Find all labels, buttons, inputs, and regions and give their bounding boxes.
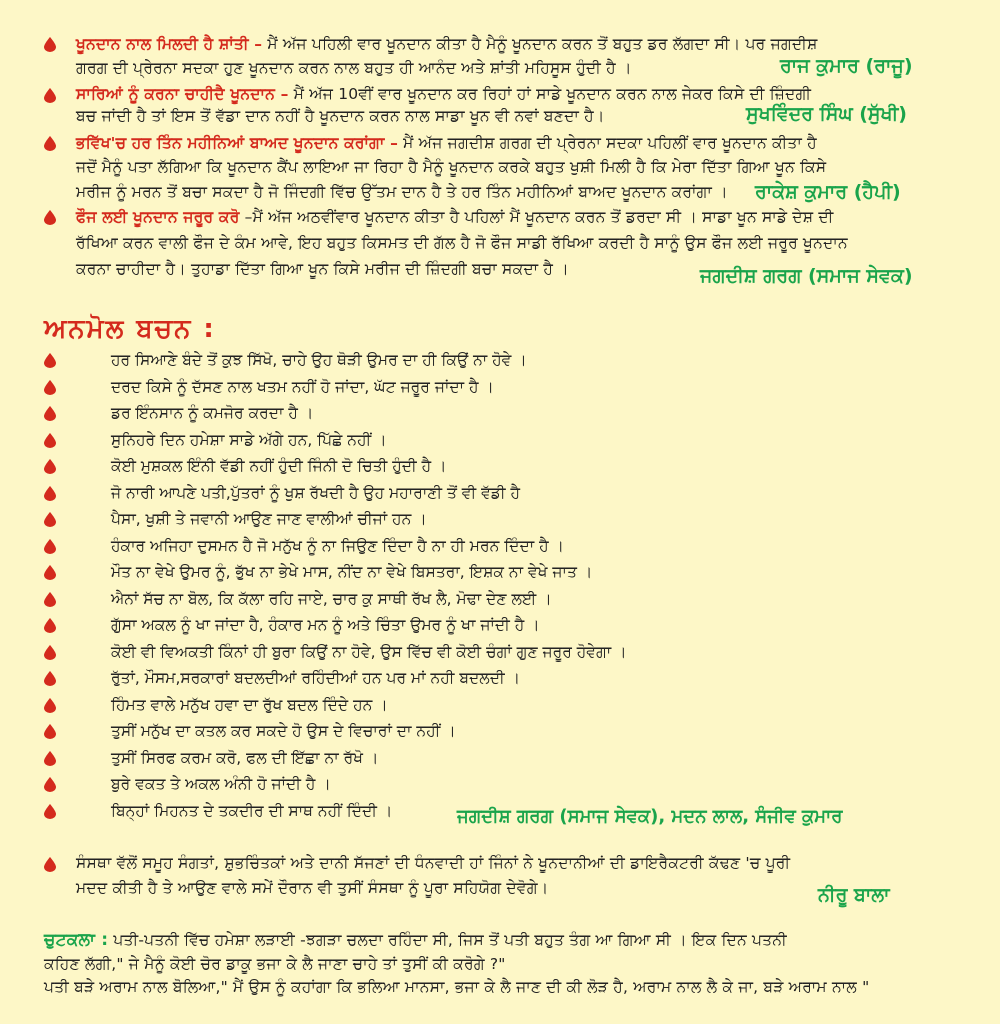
quote-item: ਮੌਤ ਨਾ ਵੇਖੇ ਉਮਰ ਨੂੰ, ਭੁੱਖ ਨਾ ਭੇਖੇ ਮਾਸ, ਨੀਂਦ ਨਾ ਵੇਖੇ ਬਿਸਤਰਾ, ਇਸ਼ਕ ਨਾ ਵੇਖੇ ਜਾਤ । [111, 563, 593, 581]
thanks-signature: ਨੀਰੂ ਬਾਲਾ [818, 884, 890, 906]
quotes-signature: ਜਗਦੀਸ਼ ਗਰਗ (ਸਮਾਜ ਸੇਵਕ), ਮਦਨ ਲਾਲ, ਸੰਜੀਵ ਕੁਮਾਰ [457, 806, 843, 827]
quote-item: ਹਰ ਸਿਆਣੇ ਬੰਦੇ ਤੋਂ ਕੁਝ ਸਿੱਖੋ, ਚਾਹੇ ਉਹ ਥੋੜੀ ਉਮਰ ਦਾ ਹੀ ਕਿਉਂ ਨਾ ਹੋਵੇ । [111, 351, 527, 369]
quote-item: ਹਿੰਮਤ ਵਾਲੇ ਮਨੁੱਖ ਹਵਾ ਦਾ ਰੁੱਖ ਬਦਲ ਦਿੰਦੇ ਹਨ । [111, 696, 388, 714]
blood-drop-icon [44, 512, 56, 527]
quote-item: ਪੈਸਾ, ਖੁਸ਼ੀ ਤੇ ਜਵਾਨੀ ਆਉਣ ਜਾਣ ਵਾਲੀਆਂ ਚੀਜਾਂ ਹਨ । [111, 510, 427, 528]
joke-line-2: ਕਹਿਣ ਲੱਗੀ," ਜੇ ਮੈਨੂੰ ਕੋਈ ਚੋਰ ਡਾਕੂ ਭਜਾ ਕੇ ਲੈ ਜਾਣਾ ਚਾਹੇ ਤਾਂ ਤੁਸੀਂ ਕੀ ਕਰੋਗੇ ?" [44, 955, 506, 973]
blood-drop-icon [44, 698, 56, 713]
quote-item: ਸੁਨਿਹਰੇ ਦਿਨ ਹਮੇਸ਼ਾ ਸਾਡੇ ਅੱਗੇ ਹਨ, ਪਿੱਛੇ ਨਹੀਂ । [111, 431, 387, 449]
quote-item: ਡਰ ਇੰਨਸਾਨ ਨੂੰ ਕਮਜੋਰ ਕਰਦਾ ਹੈ । [111, 404, 314, 422]
blood-drop-icon [44, 136, 56, 151]
quote-item: ਬਿਨ੍ਹਾਂ ਮਿਹਨਤ ਦੇ ਤਕਦੀਰ ਦੀ ਸਾਥ ਨਹੀਂ ਦਿੰਦੀ । [111, 802, 393, 820]
quote-item: ਕੋਈ ਮੁਸ਼ਕਲ ਇੰਨੀ ਵੱਡੀ ਨਹੀਂ ਹੁੰਦੀ ਜਿੰਨੀ ਦੋ ਚਿਤੀ ਹੁੰਦੀ ਹੈ । [111, 457, 447, 475]
blood-drop-icon [44, 88, 56, 103]
testimonial-4-signature: ਜਗਦੀਸ਼ ਗਰਗ (ਸਮਾਜ ਸੇਵਕ) [700, 265, 913, 287]
thanks-line-1: ਸੰਸਥਾ ਵੱਲੋਂ ਸਮੂਹ ਸੰਗਤਾਂ, ਸ਼ੁਭਚਿੰਤਕਾਂ ਅਤੇ ਦਾਨੀ ਸੱਜਣਾਂ ਦੀ ਧੰਨਵਾਦੀ ਹਾਂ ਜਿੰਨਾਂ ਨੇ ਖੂਨਦਾਨੀਆਂ ਦੀ ਡਾਇਰੈਕਟਰੀ ਕੱਢਣ 'ਚ ਪੂਰੀ [76, 854, 791, 872]
joke-label: ਚੁਟਕਲਾ : [44, 930, 109, 950]
testimonial-1-line-2: ਗਰਗ ਦੀ ਪ੍ਰੇਰਨਾ ਸਦਕਾ ਹੁਣ ਖੂਨਦਾਨ ਕਰਨ ਨਾਲ ਬਹੁਤ ਹੀ ਆਨੰਦ ਅਤੇ ਸ਼ਾਂਤੀ ਮਹਿਸੂਸ ਹੁੰਦੀ ਹੈ । [76, 59, 632, 77]
blood-drop-icon [44, 777, 56, 792]
testimonial-1-signature: ਰਾਜ ਕੁਮਾਰ (ਰਾਜੂ) [780, 55, 913, 77]
quote-item: ਰੁੱਤਾਂ, ਮੌਸਮ,ਸਰਕਾਰਾਂ ਬਦਲਦੀਆਂ ਰਹਿੰਦੀਆਂ ਹਨ ਪਰ ਮਾਂ ਨਹੀ ਬਦਲਦੀ । [111, 669, 521, 687]
testimonial-3-signature: ਰਾਕੇਸ਼ ਕੁਮਾਰ (ਹੈਪੀ) [755, 181, 901, 203]
testimonial-3-title: ਭਵਿੱਖ'ਚ ਹਰ ਤਿੰਨ ਮਹੀਨਿਆਂ ਬਾਅਦ ਖੂਨਦਾਨ ਕਰਾਂਗਾ – [76, 134, 399, 152]
testimonial-1-line-1: ਖੂਨਦਾਨ ਨਾਲ ਮਿਲਦੀ ਹੈ ਸ਼ਾਂਤੀ – ਮੈਂ ਅੱਜ ਪਹਿਲੀ ਵਾਰ ਖੂਨਦਾਨ ਕੀਤਾ ਹੈ ਮੈਨੂੰ ਖੂਨਦਾਨ ਕਰਨ ਤੋਂ ਬਹੁਤ ਡਰ ਲੱਗਦਾ ਸੀ। ਪਰ ਜਗਦੀਸ਼ [76, 35, 818, 53]
joke-line-3: ਪਤੀ ਬੜੇ ਅਰਾਮ ਨਾਲ ਬੋਲਿਆ," ਮੈਂ ਉਸ ਨੂੰ ਕਹਾਂਗਾ ਕਿ ਭਲਿਆ ਮਾਨਸਾ, ਭਜਾ ਕੇ ਲੈ ਜਾਣ ਦੀ ਕੀ ਲੋੜ ਹੈ, ਅਰਾਮ ਨਾਲ ਲੈ ਕੇ ਜਾ, ਬੜੇ ਅਰਾਮ ਨਾਲ " [44, 978, 870, 996]
blood-drop-icon [44, 857, 56, 872]
joke-line-1: ਚੁਟਕਲਾ : ਪਤੀ-ਪਤਨੀ ਵਿੱਚ ਹਮੇਸ਼ਾ ਲੜਾਈ -ਝਗੜਾ ਚਲਦਾ ਰਹਿੰਦਾ ਸੀ, ਜਿਸ ਤੋਂ ਪਤੀ ਬਹੁਤ ਤੰਗ ਆ ਗਿਆ ਸੀ । ਇਕ ਦਿਨ ਪਤਨੀ [44, 930, 787, 950]
quote-item: ਬੁਰੇ ਵਕਤ ਤੇ ਅਕਲ ਅੰਨੀ ਹੋ ਜਾਂਦੀ ਹੈ । [111, 775, 331, 793]
blood-drop-icon [44, 804, 56, 819]
quote-item: ਤੁਸੀਂ ਮਨੁੱਖ ਦਾ ਕਤਲ ਕਰ ਸਕਦੇ ਹੋ ਉਸ ਦੇ ਵਿਚਾਰਾਂ ਦਾ ਨਹੀਂ । [111, 722, 456, 740]
testimonial-4-line-2: ਰੱਖਿਆ ਕਰਨ ਵਾਲੀ ਫੌਜ ਦੇ ਕੰਮ ਆਵੇ, ਇਹ ਬਹੁਤ ਕਿਸਮਤ ਦੀ ਗੱਲ ਹੈ ਜੋ ਫੌਜ ਸਾਡੀ ਰੱਖਿਆ ਕਰਦੀ ਹੈ ਸਾਨੂੰ ਉਸ ਫੌਜ ਲਈ ਜਰੂਰ ਖੂਨਦਾਨ [76, 234, 848, 252]
quote-item: ਐਨਾਂ ਸੱਚ ਨਾ ਬੋਲ, ਕਿ ਕੱਲਾ ਰਹਿ ਜਾਏ, ਚਾਰ ਕੁ ਸਾਥੀ ਰੱਖ ਲੈ, ਮੋਢਾ ਦੇਣ ਲਈ । [111, 590, 552, 608]
blood-drop-icon [44, 486, 56, 501]
blood-drop-icon [44, 37, 56, 52]
thanks-line-2: ਮਦਦ ਕੀਤੀ ਹੈ ਤੇ ਆਉਣ ਵਾਲੇ ਸਮੇਂ ਦੌਰਾਨ ਵੀ ਤੁਸੀਂ ਸੰਸਥਾ ਨੂੰ ਪੂਰਾ ਸਹਿਯੋਗ ਦੇਵੋਗੇ। [76, 879, 549, 897]
blood-drop-icon [44, 406, 56, 421]
testimonial-3-line-3: ਮਰੀਜ ਨੂੰ ਮਰਨ ਤੋਂ ਬਚਾ ਸਕਦਾ ਹੈ ਜੋ ਜਿੰਦਗੀ ਵਿੱਚ ਉੱਤਮ ਦਾਨ ਹੈ ਤੇ ਹਰ ਤਿੰਨ ਮਹੀਨਿਆਂ ਬਾਅਦ ਖੂਨਦਾਨ ਕਰਾਂਗਾ । [76, 183, 728, 201]
quote-item: ਦਰਦ ਕਿਸੇ ਨੂੰ ਦੱਸਣ ਨਾਲ ਖਤਮ ਨਹੀਂ ਹੋ ਜਾਂਦਾ, ਘੱਟ ਜਰੂਰ ਜਾਂਦਾ ਹੈ । [111, 378, 494, 396]
blood-drop-icon [44, 459, 56, 474]
testimonial-1-title: ਖੂਨਦਾਨ ਨਾਲ ਮਿਲਦੀ ਹੈ ਸ਼ਾਂਤੀ – [76, 35, 263, 53]
quote-item: ਜੋ ਨਾਰੀ ਆਪਣੇ ਪਤੀ,ਪੁੱਤਰਾਂ ਨੂੰ ਖੁਸ਼ ਰੱਖਦੀ ਹੈ ਉਹ ਮਹਾਰਾਣੀ ਤੋਂ ਵੀ ਵੱਡੀ ਹੈ [111, 484, 520, 502]
quote-item: ਕੋਈ ਵੀ ਵਿਅਕਤੀ ਕਿੰਨਾਂ ਹੀ ਬੁਰਾ ਕਿਉਂ ਨਾ ਹੋਵੇ, ਉਸ ਵਿੱਚ ਵੀ ਕੋਈ ਚੰਗਾਂ ਗੁਣ ਜਰੂਰ ਹੋਵੇਗਾ । [111, 643, 627, 661]
testimonial-2-line-1: ਸਾਰਿਆਂ ਨੂੰ ਕਰਨਾ ਚਾਹੀਦੈ ਖੂਨਦਾਨ – ਮੈਂ ਅੱਜ 10ਵੀਂ ਵਾਰ ਖੂਨਦਾਨ ਕਰ ਰਿਹਾਂ ਹਾਂ ਸਾਡੇ ਖੂਨਦਾਨ ਕਰਨ ਨਾਲ ਜੇਕਰ ਕਿਸੇ ਦੀ ਜ਼ਿੰਦਗੀ [76, 85, 812, 103]
blood-drop-icon [44, 645, 56, 660]
testimonial-4-title: ਫੌਜ ਲਈ ਖੂਨਦਾਨ ਜਰੂਰ ਕਰੋ [76, 208, 240, 226]
blood-drop-icon [44, 210, 56, 225]
testimonial-3-line-1: ਭਵਿੱਖ'ਚ ਹਰ ਤਿੰਨ ਮਹੀਨਿਆਂ ਬਾਅਦ ਖੂਨਦਾਨ ਕਰਾਂਗਾ – ਮੈਂ ਅੱਜ ਜਗਦੀਸ਼ ਗਰਗ ਦੀ ਪ੍ਰੇਰਨਾ ਸਦਕਾ ਪਹਿਲੀਂ ਵਾਰ ਖੂਨਦਾਨ ਕੀਤਾ ਹੈ [76, 134, 817, 152]
quote-item: ਗੁੱਸਾ ਅਕਲ ਨੂੰ ਖਾ ਜਾਂਦਾ ਹੈ, ਹੰਕਾਰ ਮਨ ਨੂੰ ਅਤੇ ਚਿੰਤਾ ਉਮਰ ਨੂੰ ਖਾ ਜਾਂਦੀ ਹੈ । [111, 616, 540, 634]
blood-drop-icon [44, 618, 56, 633]
blood-drop-icon [44, 380, 56, 395]
testimonial-2-line-2: ਬਚ ਜਾਂਦੀ ਹੈ ਤਾਂ ਇਸ ਤੋਂ ਵੱਡਾ ਦਾਨ ਨਹੀਂ ਹੈ ਖੂਨਦਾਨ ਕਰਨ ਨਾਲ ਸਾਡਾ ਖੂਨ ਵੀ ਨਵਾਂ ਬਣਦਾ ਹੈ। [76, 107, 605, 125]
quotes-heading: ਅਨਮੋਲ ਬਚਨ : [44, 314, 216, 344]
testimonial-4-line-1: ਫੌਜ ਲਈ ਖੂਨਦਾਨ ਜਰੂਰ ਕਰੋ –ਮੈਂ ਅੱਜ ਅਠਵੀਂਵਾਰ ਖੂਨਦਾਨ ਕੀਤਾ ਹੈ ਪਹਿਲਾਂ ਮੈਂ ਖੂਨਦਾਨ ਕਰਨ ਤੋਂ ਡਰਦਾ ਸੀ । ਸਾਡਾ ਖੂਨ ਸਾਡੇ ਦੇਸ਼ ਦੀ [76, 208, 834, 226]
quote-item: ਤੁਸੀਂ ਸਿਰਫ ਕਰਮ ਕਰੋ, ਫਲ ਦੀ ਇੱਛਾ ਨਾ ਰੱਖੋ । [111, 749, 379, 767]
blood-drop-icon [44, 353, 56, 368]
blood-drop-icon [44, 433, 56, 448]
testimonial-4-line-3: ਕਰਨਾ ਚਾਹੀਦਾ ਹੈ। ਤੁਹਾਡਾ ਦਿੱਤਾ ਗਿਆ ਖੂਨ ਕਿਸੇ ਮਰੀਜ ਦੀ ਜ਼ਿੰਦਗੀ ਬਚਾ ਸਕਦਾ ਹੈ । [76, 260, 569, 278]
blood-drop-icon [44, 671, 56, 686]
quote-item: ਹੰਕਾਰ ਅਜਿਹਾ ਦੁਸਮਨ ਹੈ ਜੋ ਮਨੁੱਖ ਨੂੰ ਨਾ ਜਿਉਣ ਦਿੰਦਾ ਹੈ ਨਾ ਹੀ ਮਰਨ ਦਿੰਦਾ ਹੈ । [111, 537, 564, 555]
blood-drop-icon [44, 592, 56, 607]
blood-drop-icon [44, 565, 56, 580]
blood-drop-icon [44, 539, 56, 554]
blood-drop-icon [44, 724, 56, 739]
testimonial-2-signature: ਸੁਖਵਿੰਦਰ ਸਿੰਘ (ਸੁੱਖੀ) [746, 103, 907, 125]
testimonial-2-title: ਸਾਰਿਆਂ ਨੂੰ ਕਰਨਾ ਚਾਹੀਦੈ ਖੂਨਦਾਨ – [76, 85, 289, 103]
testimonial-3-line-2: ਜਦੋਂ ਮੈਨੂੰ ਪਤਾ ਲੱਗਿਆ ਕਿ ਖੂਨਦਾਨ ਕੈਂਪ ਲਾਇਆ ਜਾ ਰਿਹਾ ਹੈ ਮੈਨੂੰ ਖੂਨਦਾਨ ਕਰਕੇ ਬਹੁਤ ਖੁਸ਼ੀ ਮਿਲੀ ਹੈ ਕਿ ਮੇਰਾ ਦਿੱਤਾ ਗਿਆ ਖੂਨ ਕਿਸੇ [76, 158, 827, 176]
blood-drop-icon [44, 751, 56, 766]
